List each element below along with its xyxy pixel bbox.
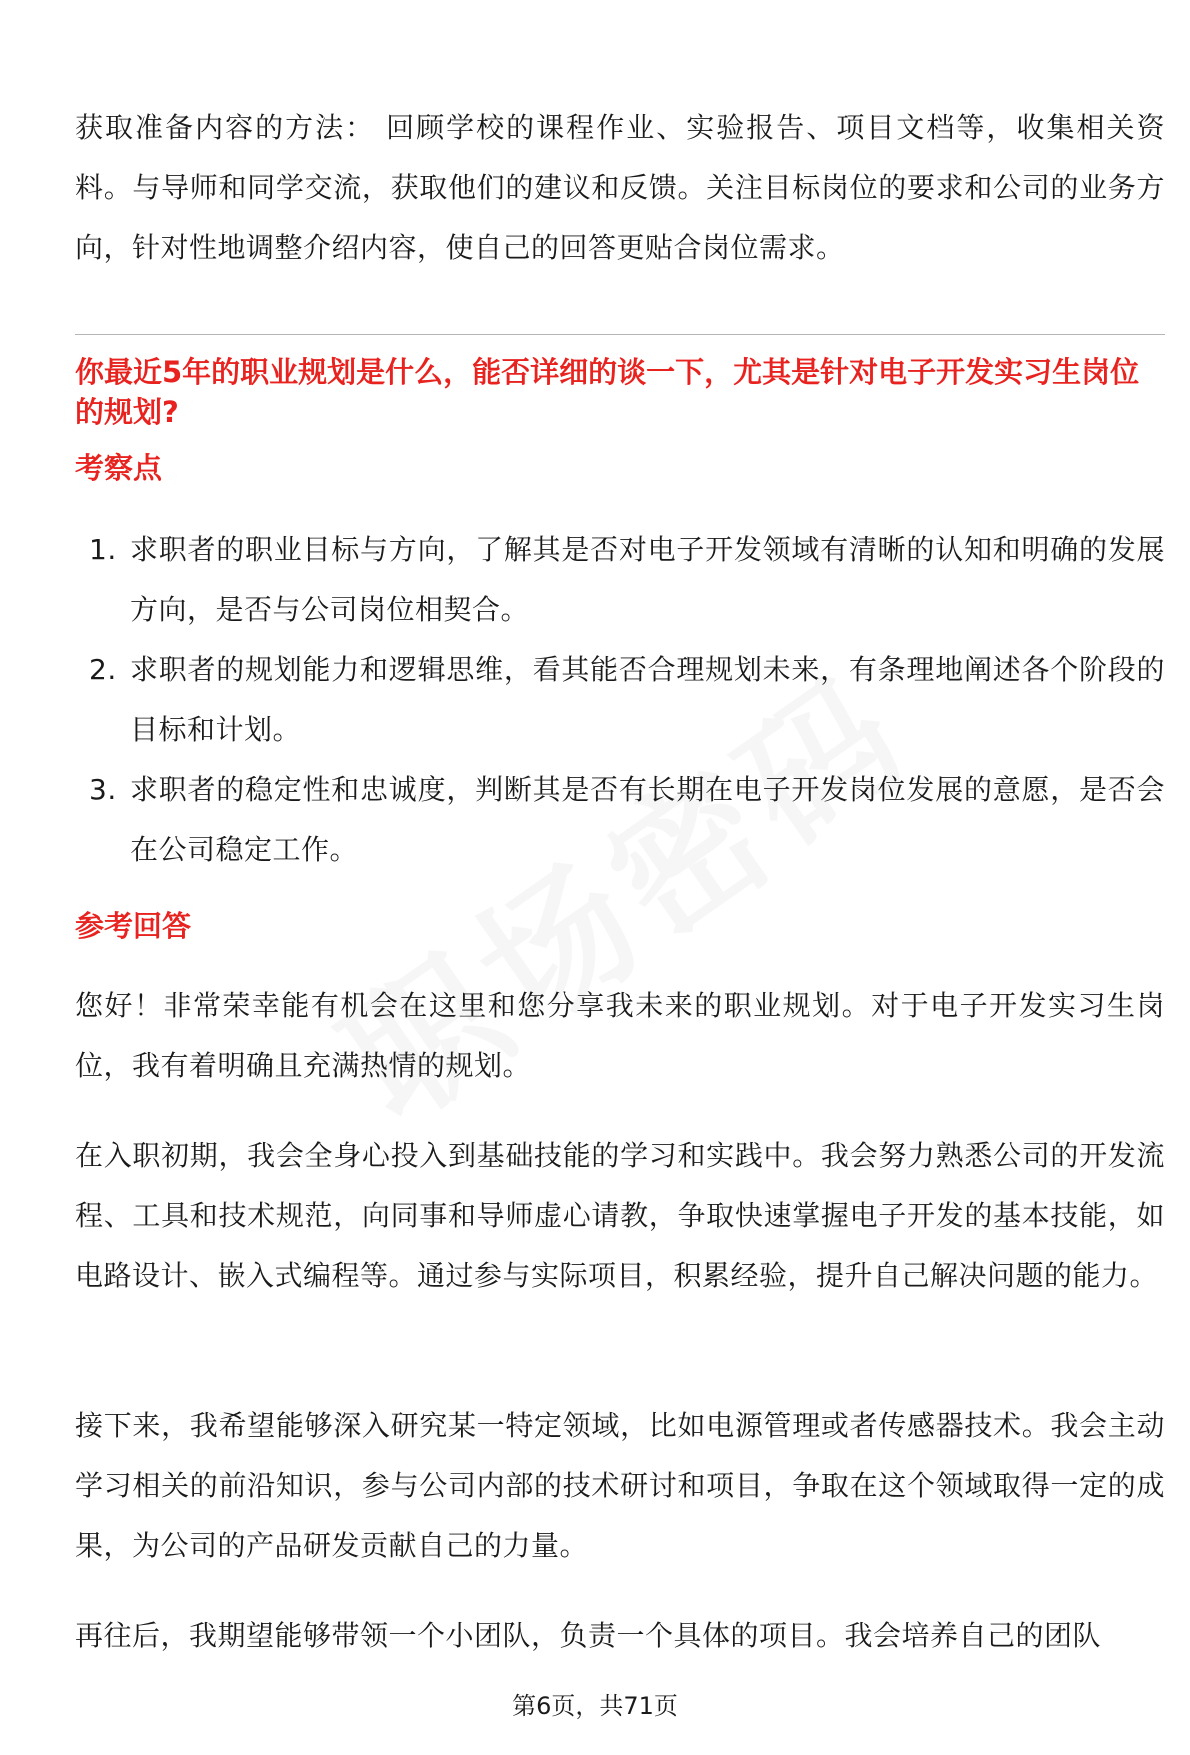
point-number: 2.: [89, 653, 117, 686]
answer-paragraph: 您好！非常荣幸能有机会在这里和您分享我未来的职业规划。对于电子开发实习生岗位，我有着明确且充满热情的规划。: [75, 989, 1165, 1082]
assessment-point: [75, 640, 1165, 760]
assessment-point: [75, 520, 1165, 640]
point-number: 3.: [89, 773, 117, 806]
point-text: 求职者的稳定性和忠诚度，判断其是否有长期在电子开发岗位发展的意愿，是否会在公司稳定工作。: [130, 773, 1165, 866]
point-text: 求职者的规划能力和逻辑思维，看其能否合理规划未来，有条理地阐述各个阶段的目标和计划。: [130, 653, 1165, 746]
point-number: 1.: [89, 533, 117, 566]
page-number-footer: 第6页，共71页: [512, 1692, 678, 1720]
assessment-point: [75, 760, 1165, 880]
intro-paragraph: 获取准备内容的方法： 回顾学校的课程作业、实验报告、项目文档等，收集相关资料。与导师和同学交流，获取他们的建议和反馈。关注目标岗位的要求和公司的业务方向，针对性地调整介绍内容，使自己的回答更贴合岗位需求。: [75, 111, 1165, 264]
answer-paragraph: 再往后，我期望能够带领一个小团队，负责一个具体的项目。我会培养自己的团队: [75, 1619, 1102, 1652]
section-divider: [75, 334, 1165, 335]
point-text: 求职者的职业目标与方向，了解其是否对电子开发领域有清晰的认知和明确的发展方向，是否与公司岗位相契合。: [130, 533, 1165, 626]
answer-heading: 参考回答: [75, 909, 192, 943]
answer-paragraph: 在入职初期，我会全身心投入到基础技能的学习和实践中。我会努力熟悉公司的开发流程、工具和技术规范，向同事和导师虚心请教，争取快速掌握电子开发的基本技能，如电路设计、嵌入式编程等。通过参与实际项目，积累经验，提升自己解决问题的能力。: [75, 1139, 1165, 1292]
assessment-list: [75, 520, 1165, 880]
assessment-heading: 考察点: [75, 451, 163, 485]
question-title: 你最近5年的职业规划是什么，能否详细的谈一下，尤其是针对电子开发实习生岗位的规划?: [75, 355, 1140, 429]
answer-paragraph: 接下来，我希望能够深入研究某一特定领域，比如电源管理或者传感器技术。我会主动学习相关的前沿知识，参与公司内部的技术研讨和项目，争取在这个领域取得一定的成果，为公司的产品研发贡献自己的力量。: [75, 1409, 1165, 1562]
